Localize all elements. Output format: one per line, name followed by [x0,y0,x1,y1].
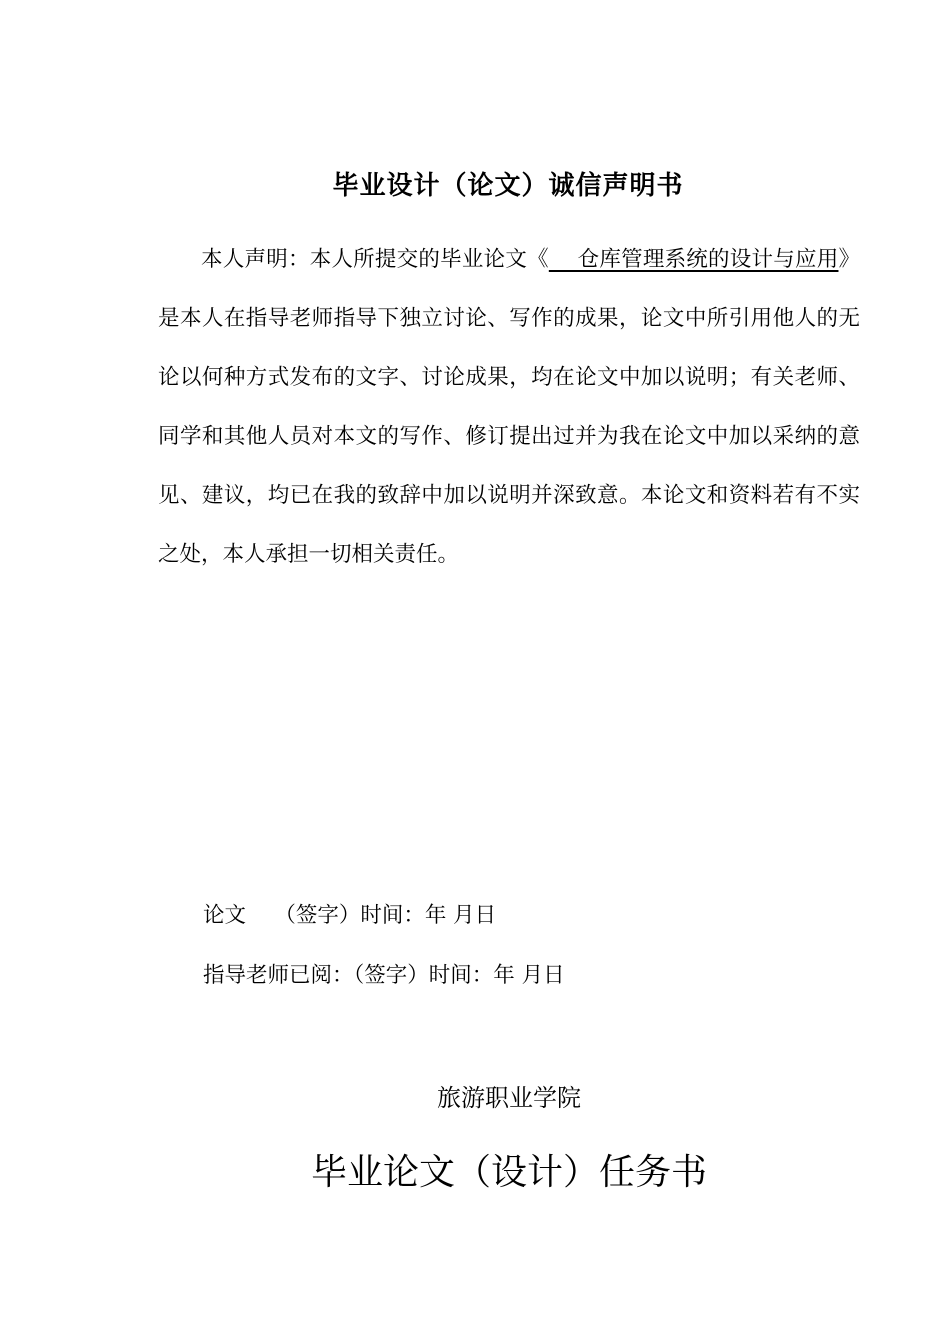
declaration-title: 毕业设计（论文）诚信声明书 [332,171,684,201]
advisor-signature-line: 指导老师已阅：（签字）时间：年 月日 [203,963,565,988]
school-name: 旅游职业学院 [437,1084,581,1112]
declaration-body: 》是本人在指导老师指导下独立讨论、写作的成果，论文中所引用他人的无论以何种方式发布的文字、讨论成果，均在论文中加以说明；有关老师、同学和其他人员对本文的写作、修订提出过并为我在论文中加以采纳的意见、建议，均已在我的致辞中加以说明并深致意。本论文和资料若有不实之处，本人承担一切相关责任。 [158,247,860,567]
declaration-paragraph [158,230,860,584]
thesis-title: 仓库管理系统的设计与应用 [548,247,839,272]
declaration-prefix: 本人声明：本人所提交的毕业论文《 [201,247,549,272]
task-book-title: 毕业论文（设计）任务书 [310,1152,707,1193]
thesis-signature-line: 论文 （签字）时间：年 月日 [203,903,497,928]
